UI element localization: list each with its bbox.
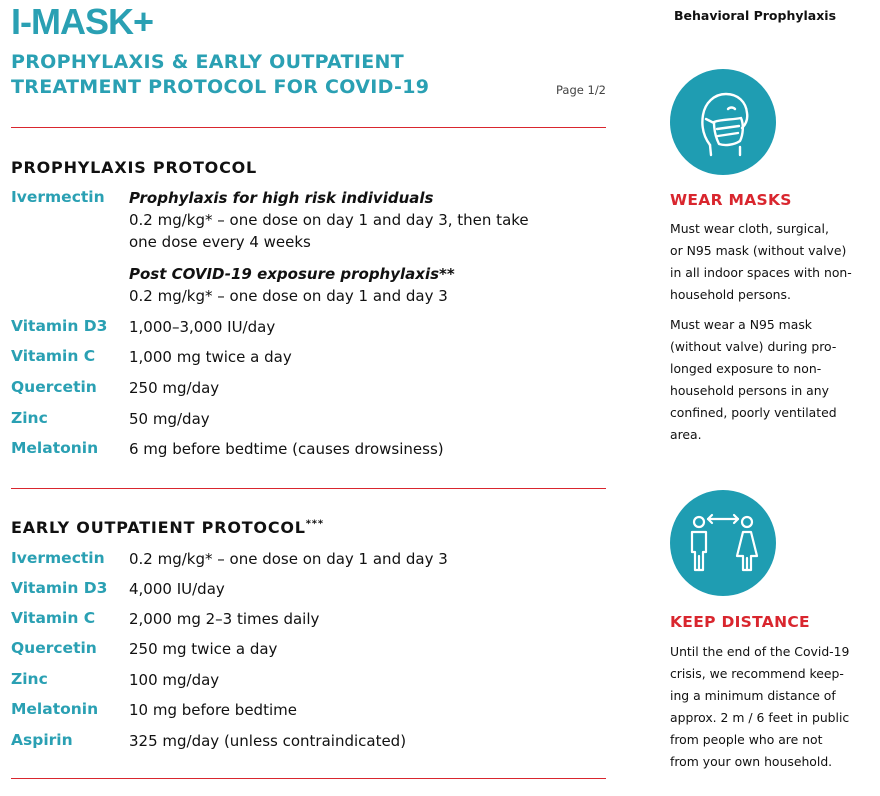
text-line: Must wear a N95 mask bbox=[670, 317, 812, 332]
divider bbox=[11, 127, 606, 128]
text-line: household persons. bbox=[670, 287, 791, 302]
dose-text: 4,000 IU/day bbox=[129, 580, 225, 598]
drug-name: Vitamin D3 bbox=[11, 579, 108, 597]
text-line: crisis, we recommend keep- bbox=[670, 666, 844, 681]
dose-text: one dose every 4 weeks bbox=[129, 233, 311, 251]
text-line: approx. 2 m / 6 feet in public bbox=[670, 710, 850, 725]
drug-name: Vitamin C bbox=[11, 609, 96, 627]
divider bbox=[11, 488, 606, 489]
wear-masks-paragraph-2 bbox=[670, 314, 870, 446]
dose-text: 1,000–3,000 IU/day bbox=[129, 318, 276, 336]
sidebar-title: Behavioral Prophylaxis bbox=[674, 8, 837, 23]
dose-text: 250 mg/day bbox=[129, 379, 220, 397]
text-line: from people who are not bbox=[670, 732, 823, 747]
text-line: area. bbox=[670, 427, 702, 442]
dose-text: 6 mg before bedtime (causes drowsiness) bbox=[129, 440, 444, 458]
dose-text: 0.2 mg/kg* – one dose on day 1 and day 3 bbox=[129, 550, 448, 568]
drug-name: Quercetin bbox=[11, 639, 97, 657]
logo: I-MASK+ bbox=[11, 1, 154, 42]
dose-text: 10 mg before bedtime bbox=[129, 701, 297, 719]
text-line: from your own household. bbox=[670, 754, 833, 769]
dose-text: 325 mg/day (unless contraindicated) bbox=[129, 732, 407, 750]
wear-masks-paragraph-1 bbox=[670, 218, 870, 306]
ivermectin-high-risk bbox=[129, 187, 529, 253]
dose-text: 50 mg/day bbox=[129, 410, 210, 428]
keep-distance-heading: KEEP DISTANCE bbox=[670, 613, 810, 631]
drug-name: Aspirin bbox=[11, 731, 73, 749]
text-line: household persons in any bbox=[670, 383, 829, 398]
early-heading bbox=[11, 518, 324, 537]
drug-name: Zinc bbox=[11, 670, 48, 688]
text-line: (without valve) during pro- bbox=[670, 339, 837, 354]
subheading: Post COVID-19 exposure prophylaxis** bbox=[129, 265, 455, 283]
dose-text: 100 mg/day bbox=[129, 671, 220, 689]
drug-name: Vitamin C bbox=[11, 347, 96, 365]
title-line-1: PROPHYLAXIS & EARLY OUTPATIENT bbox=[11, 51, 404, 73]
drug-name: Quercetin bbox=[11, 378, 97, 396]
dose-text: 2,000 mg 2–3 times daily bbox=[129, 610, 320, 628]
text-line: longed exposure to non- bbox=[670, 361, 822, 376]
title-line-2: TREATMENT PROTOCOL FOR COVID-19 bbox=[11, 76, 430, 98]
drug-name: Ivermectin bbox=[11, 549, 105, 567]
page-number: Page 1/2 bbox=[556, 83, 607, 97]
subheading: Prophylaxis for high risk individuals bbox=[129, 189, 434, 207]
divider bbox=[11, 778, 606, 779]
drug-name: Ivermectin bbox=[11, 188, 105, 206]
drug-name: Zinc bbox=[11, 409, 48, 427]
dose-text: 0.2 mg/kg* – one dose on day 1 and day 3 bbox=[129, 287, 448, 305]
dose-text: 0.2 mg/kg* – one dose on day 1 and day 3, then take bbox=[129, 211, 529, 229]
wear-masks-heading: WEAR MASKS bbox=[670, 191, 792, 209]
mask-icon bbox=[670, 69, 776, 175]
text-line: or N95 mask (without valve) bbox=[670, 243, 847, 258]
early-heading-text: EARLY OUTPATIENT PROTOCOL bbox=[11, 518, 306, 537]
footnote-mark: *** bbox=[305, 518, 324, 530]
ivermectin-post-exposure bbox=[129, 263, 455, 307]
text-line: Must wear cloth, surgical, bbox=[670, 221, 829, 236]
text-line: Until the end of the Covid-19 bbox=[670, 644, 850, 659]
page-title bbox=[11, 50, 429, 100]
text-line: ing a minimum distance of bbox=[670, 688, 836, 703]
keep-distance-paragraph bbox=[670, 641, 870, 773]
text-line: in all indoor spaces with non- bbox=[670, 265, 852, 280]
drug-name: Melatonin bbox=[11, 439, 99, 457]
dose-text: 1,000 mg twice a day bbox=[129, 348, 292, 366]
prophylaxis-heading: PROPHYLAXIS PROTOCOL bbox=[11, 158, 258, 177]
drug-name: Vitamin D3 bbox=[11, 317, 108, 335]
text-line: confined, poorly ventilated bbox=[670, 405, 837, 420]
drug-name: Melatonin bbox=[11, 700, 99, 718]
distance-icon bbox=[670, 490, 776, 596]
dose-text: 250 mg twice a day bbox=[129, 640, 278, 658]
